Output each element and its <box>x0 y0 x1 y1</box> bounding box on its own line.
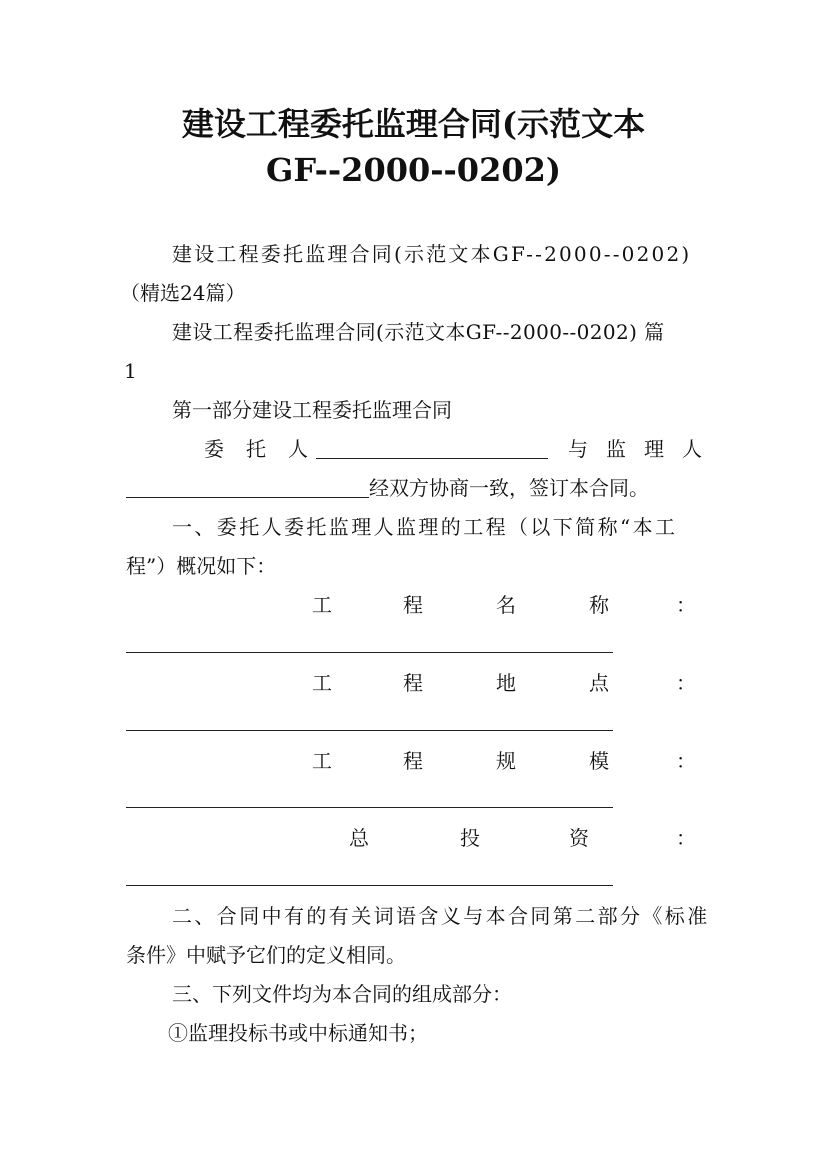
intro-line-2: （精选24篇） <box>120 281 246 305</box>
project-name-char-4: 称 <box>589 593 609 617</box>
list-item-1: ①监理投标书或中标通知书； <box>168 1021 428 1045</box>
part-number: 1 <box>124 359 137 383</box>
total-investment-char-3: 资 <box>569 826 589 850</box>
document-title-line-2: GF--2000--0202) <box>266 151 561 189</box>
project-name-colon: ： <box>676 593 696 617</box>
total-investment-char-2: 投 <box>460 826 480 850</box>
supervisor-name-blank[interactable] <box>126 496 369 498</box>
project-scale-char-2: 程 <box>403 749 423 773</box>
agreement-text: 经双方协商一致，签订本合同。 <box>369 476 649 500</box>
intro-line-1: 建设工程委托监理合同(示范文本GF--2000--0202) <box>172 242 692 266</box>
project-scale-char-3: 规 <box>496 749 516 773</box>
section-heading: 第一部分建设工程委托监理合同 <box>172 398 452 422</box>
project-location-colon: ： <box>676 671 696 695</box>
project-scale-char-4: 模 <box>589 749 609 773</box>
client-label: 委 托 人 <box>204 437 308 461</box>
project-scale-colon: ： <box>676 749 696 773</box>
clause-3: 三、下列文件均为本合同的组成部分： <box>172 982 512 1006</box>
clause-2-line-1: 二、合同中有的有关词语含义与本合同第二部分《标准 <box>172 904 710 928</box>
part-heading: 建设工程委托监理合同(示范文本GF--2000--0202) 篇 <box>172 320 665 344</box>
project-scale-blank[interactable] <box>126 807 613 808</box>
project-location-char-4: 点 <box>589 671 609 695</box>
project-location-char-1: 工 <box>312 671 332 695</box>
clause-1-line-1: 一、委托人委托监理人监理的工程（以下简称“本工 <box>172 515 678 539</box>
project-name-char-2: 程 <box>403 593 423 617</box>
total-investment-blank[interactable] <box>126 885 613 886</box>
supervisor-label: 与 监 理 人 <box>568 437 702 461</box>
project-location-char-3: 地 <box>496 671 516 695</box>
project-location-blank[interactable] <box>126 730 613 731</box>
total-investment-char-1: 总 <box>349 826 369 850</box>
project-name-blank[interactable] <box>126 652 613 653</box>
client-name-blank[interactable] <box>316 458 548 459</box>
project-name-char-3: 名 <box>496 593 516 617</box>
clause-2-line-2: 条件》中赋予它们的定义相同。 <box>126 943 406 967</box>
total-investment-colon: ： <box>676 826 696 850</box>
clause-1-line-2: 程”）概况如下： <box>126 554 277 578</box>
project-name-char-1: 工 <box>312 593 332 617</box>
project-scale-char-1: 工 <box>312 749 332 773</box>
project-location-char-2: 程 <box>403 671 423 695</box>
document-title-line-1: 建设工程委托监理合同(示范文本 <box>181 105 646 143</box>
agreement-line <box>126 475 649 501</box>
